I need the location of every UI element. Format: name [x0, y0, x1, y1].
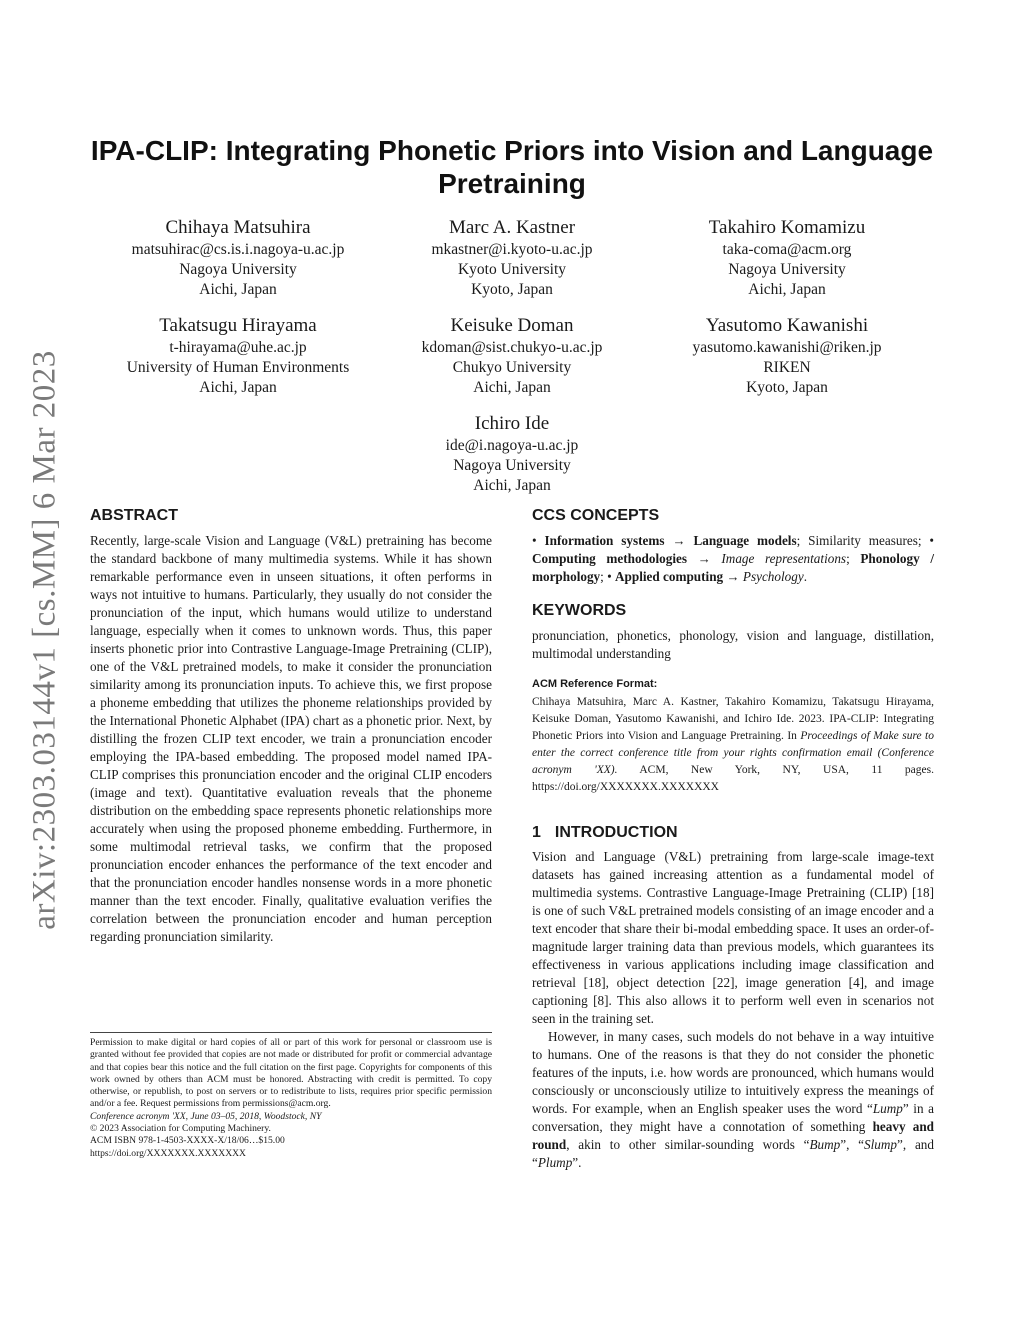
- example-word: Lump: [872, 1101, 903, 1116]
- author-affiliation: Nagoya University: [728, 261, 846, 278]
- example-word: Slump: [864, 1137, 898, 1152]
- text-run: However, in many cases, such models do not behave in a way intuitive to humans. One of the reasons is that they do not consider the phonetic features of the inputs, i.e. how words are pronounced, which humans would consciously or unconsciously utilize to intuitively express the meanings of words. For example, when an English speaker uses the word “: [532, 1029, 934, 1116]
- acm-ref-venue: Proceedings of Make sure to enter the correct conference title from your rights confirmation email (Conference acronym 'XX).: [532, 730, 934, 776]
- ccs-text: ;: [846, 551, 850, 566]
- author-name: Keisuke Doman: [450, 315, 574, 336]
- ccs-term: Computing methodologies: [532, 551, 687, 566]
- permission-notice: Permission to make digital or hard copies of all or part of this work for personal or classroom use is granted without fee provided that copies are not made or distributed for profit or commercial advantage and that copies bear this notice and the full citation on the first page. Copyrights for components of this work owned by others than ACM must be honored. Abstracting with credit is permitted. To copy otherwise, or republish, to post on servers or to redistribute to lists, requires prior specific permission and/or a fee. Request permissions from permissions@acm.org.: [90, 1037, 492, 1110]
- author-location: Aichi, Japan: [199, 281, 277, 298]
- author-location: Aichi, Japan: [748, 281, 826, 298]
- text-run: ”, “: [840, 1137, 865, 1152]
- emphasis: heavy and round: [532, 1119, 935, 1152]
- author-location: Aichi, Japan: [473, 379, 551, 396]
- left-column: [90, 506, 492, 946]
- footnote-divider: [90, 1032, 492, 1033]
- author-email: matsuhirac@cs.is.i.nagoya-u.ac.jp: [131, 241, 345, 258]
- author-location: Aichi, Japan: [473, 477, 551, 494]
- acm-ref-publisher: ACM, New York, NY, USA, 11 pages. https://doi.org/XXXXXXX.XXXXXXX: [532, 764, 934, 793]
- abstract-heading: ABSTRACT: [90, 507, 178, 524]
- ccs-heading: CCS CONCEPTS: [532, 507, 660, 524]
- acm-ref-authors: Chihaya Matsuhira, Marc A. Kastner, Takahiro Komamizu, Takatsugu Hirayama, Keisuke Doman, Yasutomo Kawanishi, and Ichiro Ide. 2023. IPA-CLIP: Integrating Phonetic Priors into Vision and Language Pretraining. In: [532, 696, 934, 742]
- paper-title: IPA-CLIP: Integrating Phonetic Priors into Vision and Language Pretraining: [90, 135, 934, 199]
- text-run: , akin to other similar-sounding words “: [566, 1137, 810, 1152]
- ccs-term: Language models: [693, 533, 797, 548]
- author-location: Kyoto, Japan: [471, 281, 553, 298]
- keywords-text: pronunciation, phonetics, phonology, vision and language, distillation, multimodal understanding: [532, 628, 934, 661]
- author-email: mkastner@i.kyoto-u.ac.jp: [431, 241, 593, 258]
- author-location: Kyoto, Japan: [746, 379, 828, 396]
- author-block: [617, 314, 957, 398]
- keywords-heading: KEYWORDS: [532, 602, 627, 619]
- introduction-heading: [532, 823, 934, 843]
- ccs-text: .: [803, 569, 807, 584]
- author-name: Ichiro Ide: [474, 413, 550, 434]
- ccs-concepts: [532, 532, 934, 586]
- conference-line: Conference acronym 'XX, June 03–05, 2018, Woodstock, NY: [90, 1110, 322, 1122]
- ccs-text: ; Similarity measures;: [796, 533, 922, 548]
- example-word: Plump: [537, 1155, 573, 1170]
- section-number: 1: [532, 824, 541, 841]
- author-affiliation: RIKEN: [763, 359, 811, 376]
- ccs-term: Information systems: [544, 533, 665, 548]
- author-location: Aichi, Japan: [199, 379, 277, 396]
- bullet: •: [532, 533, 537, 548]
- ccs-term: Image representations: [721, 551, 847, 566]
- copyright-footnote: [90, 1037, 492, 1160]
- author-email: taka-coma@acm.org: [722, 241, 852, 258]
- ccs-term: Applied computing: [615, 569, 724, 584]
- author-affiliation: Kyoto University: [457, 261, 567, 278]
- author-email: t-hirayama@uhe.ac.jp: [169, 339, 307, 356]
- author-block: [342, 412, 682, 496]
- arrow: →: [726, 569, 740, 584]
- author-affiliation: Nagoya University: [453, 457, 571, 474]
- bullet: •: [929, 533, 935, 548]
- author-email: kdoman@sist.chukyo-u.ac.jp: [421, 339, 603, 356]
- ccs-term: Phonology / morphology: [532, 551, 935, 584]
- author-affiliation: University of Human Environments: [126, 359, 350, 376]
- copyright-line: © 2023 Association for Computing Machinery.: [90, 1123, 271, 1135]
- intro-paragraph-1: Vision and Language (V&L) pretraining from large-scale image-text datasets has gained increasing attention as a fundamental model of multimedia systems. Contrastive Language-Image Pretraining (CLIP) [18] is one of such V&L pretrained models consisting of an image encoder and a text encoder that share their bi-modal embedding space. It uses an order-of-magnitude larger training data than previous models, which guarantees its effectiveness in various applications including image classification and retrieval [18], object detection [22], image generation [4], and image captioning [8]. This also allows it to perform well even in scenarios not seen in the training set.: [532, 849, 934, 1026]
- author-email: yasutomo.kawanishi@riken.jp: [692, 339, 882, 356]
- text-run: ”.: [572, 1155, 582, 1170]
- right-column: [532, 506, 934, 1172]
- arrow: →: [697, 551, 711, 566]
- author-affiliation: Chukyo University: [452, 359, 572, 376]
- author-name: Yasutomo Kawanishi: [705, 315, 869, 336]
- ccs-text: ;: [600, 569, 604, 584]
- text-run: ”, and “: [532, 1137, 934, 1170]
- intro-paragraph-2: [532, 1028, 934, 1172]
- author-email: ide@i.nagoya-u.ac.jp: [445, 437, 579, 454]
- bullet: •: [607, 569, 612, 584]
- doi-line: https://doi.org/XXXXXXX.XXXXXXX: [90, 1147, 246, 1159]
- author-affiliation: Nagoya University: [179, 261, 297, 278]
- ccs-term: Psychology: [742, 569, 804, 584]
- arxiv-stamp: arXiv:2303.03144v1 [cs.MM] 6 Mar 2023: [26, 350, 63, 930]
- author-name: Chihaya Matsuhira: [165, 217, 311, 238]
- acm-ref-text: [532, 694, 934, 796]
- abstract-text: Recently, large-scale Vision and Language (V&L) pretraining has become the standard backbone of many multimedia systems. While it has shown remarkable performance even in unseen situations, it often performs in ways not intuitive to humans. Particularly, they usually do not consider the pronunciation of the input, which humans would utilize to understand language, especially when it comes to unknown words. Thus, this paper inserts phonetic prior into Contrastive Language-Image Pretraining (CLIP), one of the V&L pretrained models, to make it consider the pronunciation similarity among its pronunciation inputs. To achieve this, we first propose a phoneme embedding that utilizes the phoneme relationships provided by the International Phonetic Alphabet (IPA) chart as a phonetic prior. Next, by distilling the frozen CLIP text encoder, we train a pronunciation encoder employing the IPA-based embedding. The proposed model named IPA-CLIP comprises this pronunciation encoder and the original CLIP encoders (image and text). Quantitative evaluation reveals that the phoneme distribution on the embedding space represents phonetic relationships more accurately when using the proposed phoneme embedding. Furthermore, in some multimodal retrieval tasks, we confirm that the proposed pronunciation encoder enhances the performance of the text encoder and that the pronunciation encoder handles nonsense words in a more phonetic manner than the text encoder. Finally, qualitative evaluation verifies the correlation between the pronunciation encoder and human perception regarding pronunciation similarity.: [90, 533, 492, 944]
- acm-ref-heading: ACM Reference Format:: [532, 678, 658, 690]
- text-run: ” in a conversation, they might have a connotation of something: [532, 1101, 934, 1134]
- author-name: Marc A. Kastner: [448, 217, 576, 238]
- author-name: Takatsugu Hirayama: [159, 315, 317, 336]
- example-word: Bump: [809, 1137, 841, 1152]
- author-name: Takahiro Komamizu: [708, 217, 866, 238]
- isbn-line: ACM ISBN 978-1-4503-XXXX-X/18/06…$15.00: [90, 1135, 285, 1147]
- section-title: INTRODUCTION: [554, 824, 678, 841]
- author-block: [617, 216, 957, 300]
- arrow: →: [672, 533, 686, 548]
